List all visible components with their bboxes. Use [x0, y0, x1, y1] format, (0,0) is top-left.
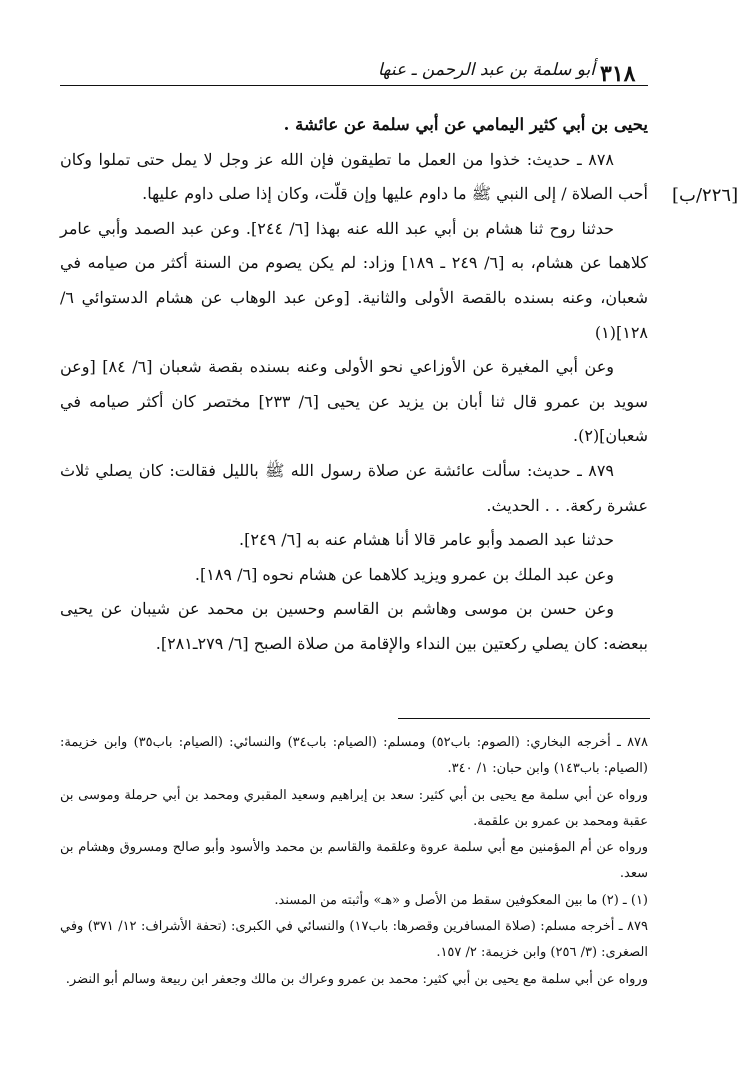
paragraph: وعن عبد الملك بن عمرو ويزيد كلاهما عن هشام نحوه [٦/ ١٨٩]. [194, 564, 614, 584]
page-number: ٣١٨ [600, 61, 636, 87]
main-text [60, 108, 648, 662]
paragraph: حدثنا عبد الصمد وأبو عامر قالا أنا هشام عنه به [٦/ ٢٤٩]. [239, 530, 614, 550]
footnote: ورواه عن أبي سلمة مع يحيى بن أبي كثير: سعد بن إبراهيم وسعيد المقبري ومحمد بن أبي حرملة وموسى بن عقبة ومحمد بن عمرو بن علقمة. [60, 787, 648, 829]
paragraph: وعن أبي المغيرة عن الأوزاعي نحو الأولى وعنه بسنده بقصة شعبان [٦/ ٨٤] [وعن سويد بن عمرو قال ثنا أبان بن يزيد عن يحيى [٦/ ٢٣٣] مختصر كان أكثر صيامه في شعبان](٢). [60, 357, 649, 446]
section-heading: يحيى بن أبي كثير اليمامي عن أبي سلمة عن عائشة . [283, 115, 648, 134]
footnote: ورواه عن أم المؤمنين مع أبي سلمة عروة وعلقمة والقاسم بن محمد والأسود وأبو صالح ومسروق وهشام بن سعد. [60, 840, 648, 882]
margin-note: [٢٢٦/ب] [672, 185, 739, 206]
footnote-separator [398, 718, 650, 719]
paragraph: وعن حسن بن موسى وهاشم بن القاسم وحسين بن محمد عن شيبان عن يحيى ببعضه: كان يصلي ركعتين بين النداء والإقامة من صلاة الصبح [٦/ ٢٧٩ـ٢٨١]. [60, 599, 648, 653]
running-title: أبو سلمة بن عبد الرحمن ـ عنها [377, 60, 595, 80]
paragraph: حدثنا روح ثنا هشام بن أبي عبد الله عنه بهذا [٦/ ٢٤٤]. وعن عبد الصمد وأبي عامر كلاهما عن هشام، به [٦/ ٢٤٩ ـ ١٨٩] وزاد: لم يكن يصوم من السنة أكثر من صيامه في شعبان، وعنه بسنده بالقصة الأولى والثانية. [وعن عبد الوهاب عن هشام الدستوائي ٦/ ١٢٨](١) [60, 218, 648, 342]
footnote: ٨٧٨ ـ أخرجه البخاري: (الصوم: باب٥٢) ومسلم: (الصيام: باب٣٤) والنسائي: (الصيام: باب٣٥) وابن خزيمة: (الصيام: باب١٤٣) وابن حبان: ١/ ٣٤٠. [60, 735, 649, 777]
hadith-879: ٨٧٩ ـ حديث: سألت عائشة عن صلاة رسول الله ﷺ بالليل فقالت: كان يصلي ثلاث عشرة ركعة. . . الحديث. [60, 460, 648, 515]
footnote: (١) ـ (٢) ما بين المعكوفين سقط من الأصل و «هـ» وأثبته من المسند. [274, 892, 648, 908]
hadith-878: ٨٧٨ ـ حديث: خذوا من العمل ما تطيقون فإن الله عز وجل لا يمل حتى تملوا وكان أحب الصلاة / إلى النبي ﷺ ما داوم عليها وإن قلّت، وكان إذا صلى داوم عليها. [60, 149, 648, 204]
header-rule [60, 85, 648, 86]
footnotes [60, 730, 648, 993]
footnote: ورواه عن أبي سلمة مع يحيى بن أبي كثير: محمد بن عمرو وعراك بن مالك وجعفر ابن ربيعة وسالم أبو النضر. [65, 971, 648, 987]
footnote: ٨٧٩ ـ أخرجه مسلم: (صلاة المسافرين وقصرها: باب١٧) والنسائي في الكبرى: (تحفة الأشراف: ١٢/ ٣٧١) وفي الصغرى: (٣/ ٢٥٦) وابن خزيمة: ٢/ ١٥٧. [60, 919, 648, 961]
